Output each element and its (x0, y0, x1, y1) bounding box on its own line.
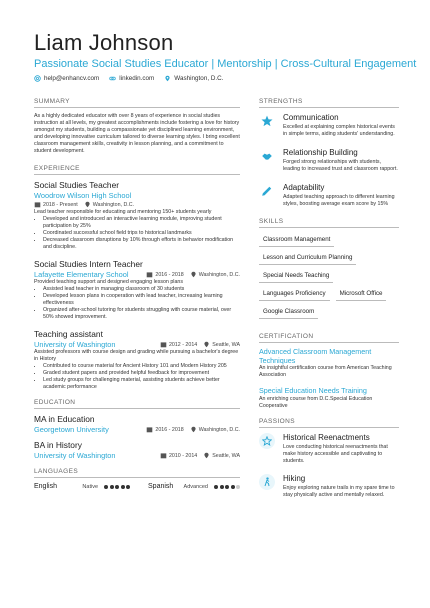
education-location: Washington, D.C. (198, 426, 240, 433)
summary-text: As a highly dedicated educator with over 8 years of experience in social studies instruction at all levels, my greatest accomplishments include fostering a love for history amongst my students, building a compassionate yet disciplined learning environment, and developing innovative curriculum tailored to diverse learning styles. I bring excellent classroom management skills, creativity in lesson planning, and a commitment to student development. (34, 113, 240, 154)
passion-desc: Love conducting historical reenactments that make history accessible and captivating to students. (283, 443, 388, 464)
job-bullet: • Organized after-school tutoring for students struggling with course material, over 50% showed improvement. (43, 307, 240, 321)
location-pin-icon (190, 426, 197, 433)
passion-title: Hiking (283, 473, 306, 483)
certification-heading: CERTIFICATION (259, 333, 399, 343)
job-org: University of Washington (34, 340, 116, 349)
education-section (34, 399, 240, 460)
job-bullets (34, 363, 240, 391)
job-location: Seattle, WA (212, 341, 240, 348)
job-bullet: • Decreased classroom disruptions by 10% through efforts in behavior modification and discipline. (43, 237, 240, 251)
location-pin-icon (190, 271, 197, 278)
certification-title: Special Education Needs Training (259, 386, 367, 395)
rating-dot (225, 485, 229, 489)
linkedin-contact[interactable] (109, 75, 154, 82)
strength-title: Communication (283, 113, 339, 122)
job-date: 2012 - 2014 (168, 341, 198, 348)
passions-heading: PASSIONS (259, 418, 399, 428)
email-text: help@enhancv.com (44, 75, 100, 82)
left-column (34, 98, 240, 490)
location-pin-icon (164, 75, 171, 82)
degree: BA in History (34, 440, 82, 450)
rating-dot (121, 485, 125, 489)
skills-section (259, 218, 399, 319)
skill-tag: Special Needs Teaching (259, 269, 333, 283)
strength-title: Adaptability (283, 183, 325, 192)
education-date: 2010 - 2014 (168, 452, 198, 459)
calendar-icon (160, 341, 167, 348)
rating-dot (126, 485, 130, 489)
job-date: 2018 - Present (43, 201, 78, 208)
headline: Passionate Social Studies Educator | Mentorship | Cross-Cultural Engagement (34, 58, 417, 70)
summary-section (34, 98, 240, 155)
language-rating (104, 485, 130, 489)
skills-heading: SKILLS (259, 218, 399, 228)
skill-tag: Languages Proficiency (259, 287, 330, 301)
handshake-icon (261, 150, 273, 162)
contact-row (34, 75, 410, 82)
language-name: Spanish (148, 483, 174, 490)
job-meta (146, 271, 240, 278)
job-bullet: • Led study groups for challenging material, assisting students achieve better academic performance (43, 377, 240, 391)
strength-title: Relationship Building (283, 148, 358, 157)
job-title: Social Studies Teacher (34, 180, 120, 190)
education-heading: EDUCATION (34, 399, 240, 409)
job-bullet: • Developed and introduced an interactive learning module, improving student participation by 25% (43, 216, 240, 230)
job-bullet: • Graded student papers and provided helpful feedback for improvement (43, 370, 240, 377)
calendar-icon (34, 201, 41, 208)
language-level: Advanced (183, 483, 208, 490)
calendar-icon (146, 271, 153, 278)
languages-row (34, 483, 240, 490)
job-org: Woodrow Wilson High School (34, 191, 132, 200)
skills-list (259, 233, 399, 319)
job-meta (160, 341, 240, 348)
job-location: Washington, D.C. (198, 271, 240, 278)
summary-heading: SUMMARY (34, 98, 240, 108)
passion-title: Historical Reenactments (283, 432, 370, 442)
job-meta (34, 201, 240, 208)
job-bullets (34, 216, 240, 251)
rating-dot (214, 485, 218, 489)
passion-item (259, 474, 399, 499)
passions-section (259, 418, 399, 499)
education-location: Seattle, WA (212, 452, 240, 459)
job-location: Washington, D.C. (92, 201, 135, 208)
candidate-name: Liam Johnson (34, 30, 174, 55)
job-entry (34, 259, 240, 321)
skill-tag: Classroom Management (259, 233, 334, 247)
strength-desc: Adapted teaching approach to different learning styles, boosting average exam score by 15% (283, 194, 395, 207)
experience-section (34, 165, 240, 391)
languages-heading: LANGUAGES (34, 468, 240, 478)
resume-header (34, 30, 417, 82)
email-contact[interactable] (34, 75, 99, 82)
skill-tag: Microsoft Office (336, 287, 387, 301)
job-description: Assisted professors with course design and grading while pursuing a bachelor's degree in History (34, 349, 239, 362)
language-name: English (34, 483, 57, 490)
rating-dot (115, 485, 119, 489)
linkedin-text: linkedin.com (119, 75, 155, 82)
school: Georgetown University (34, 425, 109, 434)
job-date: 2016 - 2018 (155, 271, 184, 278)
certification-item (259, 348, 399, 379)
rating-dot (231, 485, 235, 489)
location-pin-icon (203, 341, 210, 348)
strength-desc: Forged strong relationships with students, leading to increased trust and classroom rapport. (283, 159, 398, 172)
certification-desc: An insightful certification course from American Teaching Association (259, 365, 392, 378)
job-org: Lafayette Elementary School (34, 270, 129, 279)
certification-item (259, 387, 399, 410)
link-icon (109, 75, 116, 82)
education-entry (34, 414, 240, 434)
certification-desc: An enriching course from D.C.Special Education Cooperative (259, 395, 373, 409)
job-bullet: • Coordinated successful school field trips to historical landmarks (43, 230, 240, 237)
pencil-icon (261, 185, 273, 197)
hiker-icon (262, 477, 272, 487)
strength-desc: Excelled at explaining complex historical events in simple terms, aiding students' understanding. (283, 124, 395, 137)
skill-tag: Google Classroom (259, 305, 318, 319)
passion-desc: Enjoy exploring nature trails in my spare time to stay physically active and mentally relaxed. (283, 484, 395, 498)
education-date: 2016 - 2018 (155, 426, 184, 433)
language-level: Native (82, 483, 99, 490)
strength-item (259, 148, 399, 173)
job-description: Provided teaching support and designed engaging lesson plans (34, 279, 184, 285)
rating-dot (236, 485, 240, 489)
location-pin-icon (203, 452, 210, 459)
job-title: Teaching assistant (34, 329, 103, 339)
job-bullet: • Contributed to course material for Ancient History 101 and Modern History 205 (43, 363, 240, 370)
language-rating (214, 485, 240, 489)
rating-dot (104, 485, 108, 489)
skill-tag: Lesson and Curriculum Planning (259, 251, 356, 265)
location-text: Washington, D.C. (174, 75, 224, 82)
location-pin-icon (84, 201, 91, 208)
strength-item (259, 113, 399, 138)
star-outline-icon (262, 436, 272, 446)
at-icon (34, 75, 41, 82)
strengths-section (259, 98, 399, 208)
rating-dot (220, 485, 224, 489)
experience-heading: EXPERIENCE (34, 165, 240, 175)
degree: MA in Education (34, 414, 95, 424)
job-entry (34, 329, 240, 391)
certification-title: Advanced Classroom Management Techniques (259, 347, 372, 365)
school: University of Washington (34, 451, 116, 460)
passion-item (259, 433, 399, 465)
right-column (259, 98, 399, 508)
calendar-icon (146, 426, 153, 433)
education-entry (34, 440, 240, 460)
job-bullet: • Assisted lead teacher in managing classroom of 30 students (43, 286, 240, 293)
star-icon (261, 115, 273, 127)
job-bullets (34, 286, 240, 321)
rating-dot (110, 485, 114, 489)
strengths-heading: STRENGTHS (259, 98, 399, 108)
job-description: Lead teacher responsible for educating and mentoring 150+ students yearly (34, 209, 212, 215)
strength-item (259, 183, 399, 208)
languages-section (34, 468, 240, 490)
calendar-icon (160, 452, 167, 459)
certification-section (259, 333, 399, 410)
job-bullet: • Developed lesson plans in cooperation with lead teacher, increasing learning effectiveness (43, 293, 240, 307)
location-contact (164, 75, 223, 82)
job-title: Social Studies Intern Teacher (34, 259, 143, 269)
job-entry (34, 180, 240, 251)
